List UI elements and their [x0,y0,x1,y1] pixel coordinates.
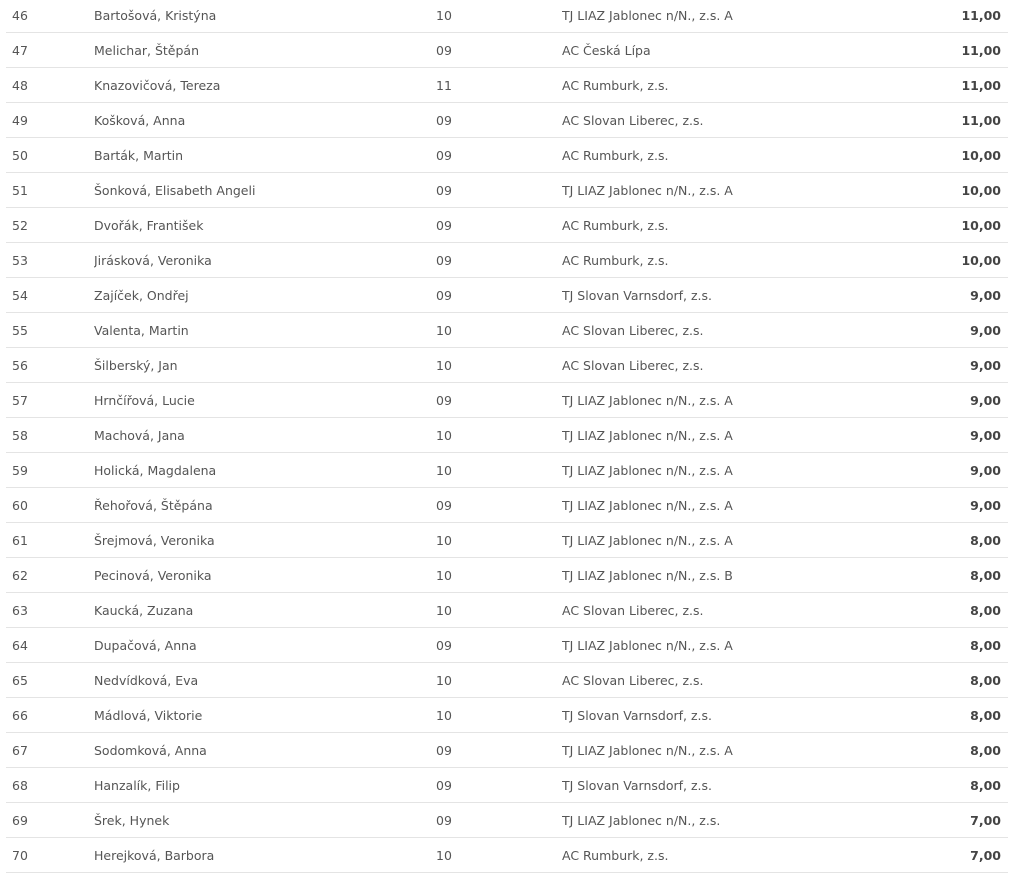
table-row [6,838,1008,873]
rank-cell: 59 [6,453,94,488]
points-cell: 10,00 [862,208,1008,243]
table-row [6,173,1008,208]
athlete-name-cell: Zajíček, Ondřej [94,278,436,313]
rank-cell: 63 [6,593,94,628]
points-cell: 10,00 [862,173,1008,208]
birth-year-cell: 09 [436,488,562,523]
rank-cell: 49 [6,103,94,138]
club-cell: AC Slovan Liberec, z.s. [562,348,862,383]
points-cell: 7,00 [862,838,1008,873]
table-row [6,103,1008,138]
points-cell: 9,00 [862,453,1008,488]
birth-year-cell: 09 [436,803,562,838]
club-cell: TJ Slovan Varnsdorf, z.s. [562,698,862,733]
club-cell: TJ LIAZ Jablonec n/N., z.s. A [562,488,862,523]
club-cell: AC Rumburk, z.s. [562,208,862,243]
table-row [6,383,1008,418]
rank-cell: 67 [6,733,94,768]
athlete-name-cell: Šonková, Elisabeth Angeli [94,173,436,208]
athlete-name-cell: Řehořová, Štěpána [94,488,436,523]
points-cell: 8,00 [862,733,1008,768]
athlete-name-cell: Dvořák, František [94,208,436,243]
table-row [6,33,1008,68]
rank-cell: 61 [6,523,94,558]
athlete-name-cell: Knazovičová, Tereza [94,68,436,103]
table-row [6,348,1008,383]
athlete-name-cell: Košková, Anna [94,103,436,138]
points-cell: 8,00 [862,663,1008,698]
results-table [6,0,1008,873]
birth-year-cell: 09 [436,173,562,208]
athlete-name-cell: Valenta, Martin [94,313,436,348]
birth-year-cell: 09 [436,138,562,173]
birth-year-cell: 09 [436,208,562,243]
athlete-name-cell: Hrnčířová, Lucie [94,383,436,418]
table-row [6,523,1008,558]
athlete-name-cell: Machová, Jana [94,418,436,453]
athlete-name-cell: Kaucká, Zuzana [94,593,436,628]
points-cell: 9,00 [862,488,1008,523]
points-cell: 7,00 [862,803,1008,838]
rank-cell: 50 [6,138,94,173]
birth-year-cell: 09 [436,33,562,68]
table-row [6,138,1008,173]
table-row [6,768,1008,803]
birth-year-cell: 10 [436,558,562,593]
rank-cell: 65 [6,663,94,698]
points-cell: 9,00 [862,278,1008,313]
rank-cell: 58 [6,418,94,453]
points-cell: 9,00 [862,383,1008,418]
points-cell: 9,00 [862,348,1008,383]
club-cell: AC Slovan Liberec, z.s. [562,103,862,138]
points-cell: 11,00 [862,68,1008,103]
birth-year-cell: 10 [436,523,562,558]
points-cell: 8,00 [862,628,1008,663]
rank-cell: 68 [6,768,94,803]
birth-year-cell: 10 [436,838,562,873]
club-cell: AC Rumburk, z.s. [562,138,862,173]
club-cell: TJ LIAZ Jablonec n/N., z.s. [562,803,862,838]
table-row [6,453,1008,488]
athlete-name-cell: Melichar, Štěpán [94,33,436,68]
table-row [6,0,1008,33]
points-cell: 8,00 [862,558,1008,593]
club-cell: AC Rumburk, z.s. [562,68,862,103]
club-cell: AC Slovan Liberec, z.s. [562,663,862,698]
table-row [6,313,1008,348]
points-cell: 11,00 [862,0,1008,33]
rank-cell: 51 [6,173,94,208]
club-cell: TJ LIAZ Jablonec n/N., z.s. A [562,523,862,558]
athlete-name-cell: Barták, Martin [94,138,436,173]
club-cell: TJ LIAZ Jablonec n/N., z.s. A [562,383,862,418]
birth-year-cell: 09 [436,628,562,663]
athlete-name-cell: Dupačová, Anna [94,628,436,663]
rank-cell: 47 [6,33,94,68]
birth-year-cell: 09 [436,278,562,313]
table-row [6,208,1008,243]
club-cell: TJ LIAZ Jablonec n/N., z.s. A [562,0,862,33]
rank-cell: 48 [6,68,94,103]
athlete-name-cell: Šrejmová, Veronika [94,523,436,558]
birth-year-cell: 11 [436,68,562,103]
rank-cell: 46 [6,0,94,33]
athlete-name-cell: Holická, Magdalena [94,453,436,488]
birth-year-cell: 10 [436,453,562,488]
athlete-name-cell: Šrek, Hynek [94,803,436,838]
club-cell: TJ LIAZ Jablonec n/N., z.s. A [562,173,862,208]
birth-year-cell: 10 [436,663,562,698]
club-cell: AC Slovan Liberec, z.s. [562,313,862,348]
club-cell: TJ LIAZ Jablonec n/N., z.s. A [562,733,862,768]
points-cell: 8,00 [862,593,1008,628]
rank-cell: 62 [6,558,94,593]
birth-year-cell: 09 [436,383,562,418]
points-cell: 8,00 [862,523,1008,558]
rank-cell: 66 [6,698,94,733]
table-row [6,663,1008,698]
table-row [6,68,1008,103]
points-cell: 11,00 [862,33,1008,68]
athlete-name-cell: Herejková, Barbora [94,838,436,873]
rank-cell: 57 [6,383,94,418]
athlete-name-cell: Nedvídková, Eva [94,663,436,698]
table-row [6,278,1008,313]
club-cell: TJ LIAZ Jablonec n/N., z.s. B [562,558,862,593]
rank-cell: 55 [6,313,94,348]
table-row [6,698,1008,733]
results-table-body [6,0,1008,873]
points-cell: 8,00 [862,768,1008,803]
table-row [6,628,1008,663]
club-cell: AC Česká Lípa [562,33,862,68]
rank-cell: 53 [6,243,94,278]
rank-cell: 52 [6,208,94,243]
rank-cell: 60 [6,488,94,523]
birth-year-cell: 09 [436,103,562,138]
points-cell: 8,00 [862,698,1008,733]
athlete-name-cell: Sodomková, Anna [94,733,436,768]
athlete-name-cell: Mádlová, Viktorie [94,698,436,733]
table-row [6,593,1008,628]
athlete-name-cell: Jirásková, Veronika [94,243,436,278]
table-row [6,418,1008,453]
athlete-name-cell: Hanzalík, Filip [94,768,436,803]
club-cell: TJ LIAZ Jablonec n/N., z.s. A [562,453,862,488]
points-cell: 9,00 [862,418,1008,453]
club-cell: TJ Slovan Varnsdorf, z.s. [562,768,862,803]
birth-year-cell: 10 [436,698,562,733]
rank-cell: 70 [6,838,94,873]
rank-cell: 69 [6,803,94,838]
club-cell: TJ Slovan Varnsdorf, z.s. [562,278,862,313]
table-row [6,488,1008,523]
birth-year-cell: 10 [436,0,562,33]
club-cell: TJ LIAZ Jablonec n/N., z.s. A [562,418,862,453]
rank-cell: 56 [6,348,94,383]
birth-year-cell: 10 [436,418,562,453]
club-cell: TJ LIAZ Jablonec n/N., z.s. A [562,628,862,663]
athlete-name-cell: Bartošová, Kristýna [94,0,436,33]
points-cell: 10,00 [862,243,1008,278]
birth-year-cell: 09 [436,243,562,278]
club-cell: AC Rumburk, z.s. [562,838,862,873]
birth-year-cell: 10 [436,348,562,383]
table-row [6,558,1008,593]
points-cell: 10,00 [862,138,1008,173]
birth-year-cell: 09 [436,733,562,768]
rank-cell: 64 [6,628,94,663]
club-cell: AC Slovan Liberec, z.s. [562,593,862,628]
rank-cell: 54 [6,278,94,313]
birth-year-cell: 09 [436,768,562,803]
points-cell: 9,00 [862,313,1008,348]
points-cell: 11,00 [862,103,1008,138]
athlete-name-cell: Pecinová, Veronika [94,558,436,593]
table-row [6,733,1008,768]
table-row [6,803,1008,838]
athlete-name-cell: Šilberský, Jan [94,348,436,383]
table-row [6,243,1008,278]
club-cell: AC Rumburk, z.s. [562,243,862,278]
birth-year-cell: 10 [436,313,562,348]
birth-year-cell: 10 [436,593,562,628]
